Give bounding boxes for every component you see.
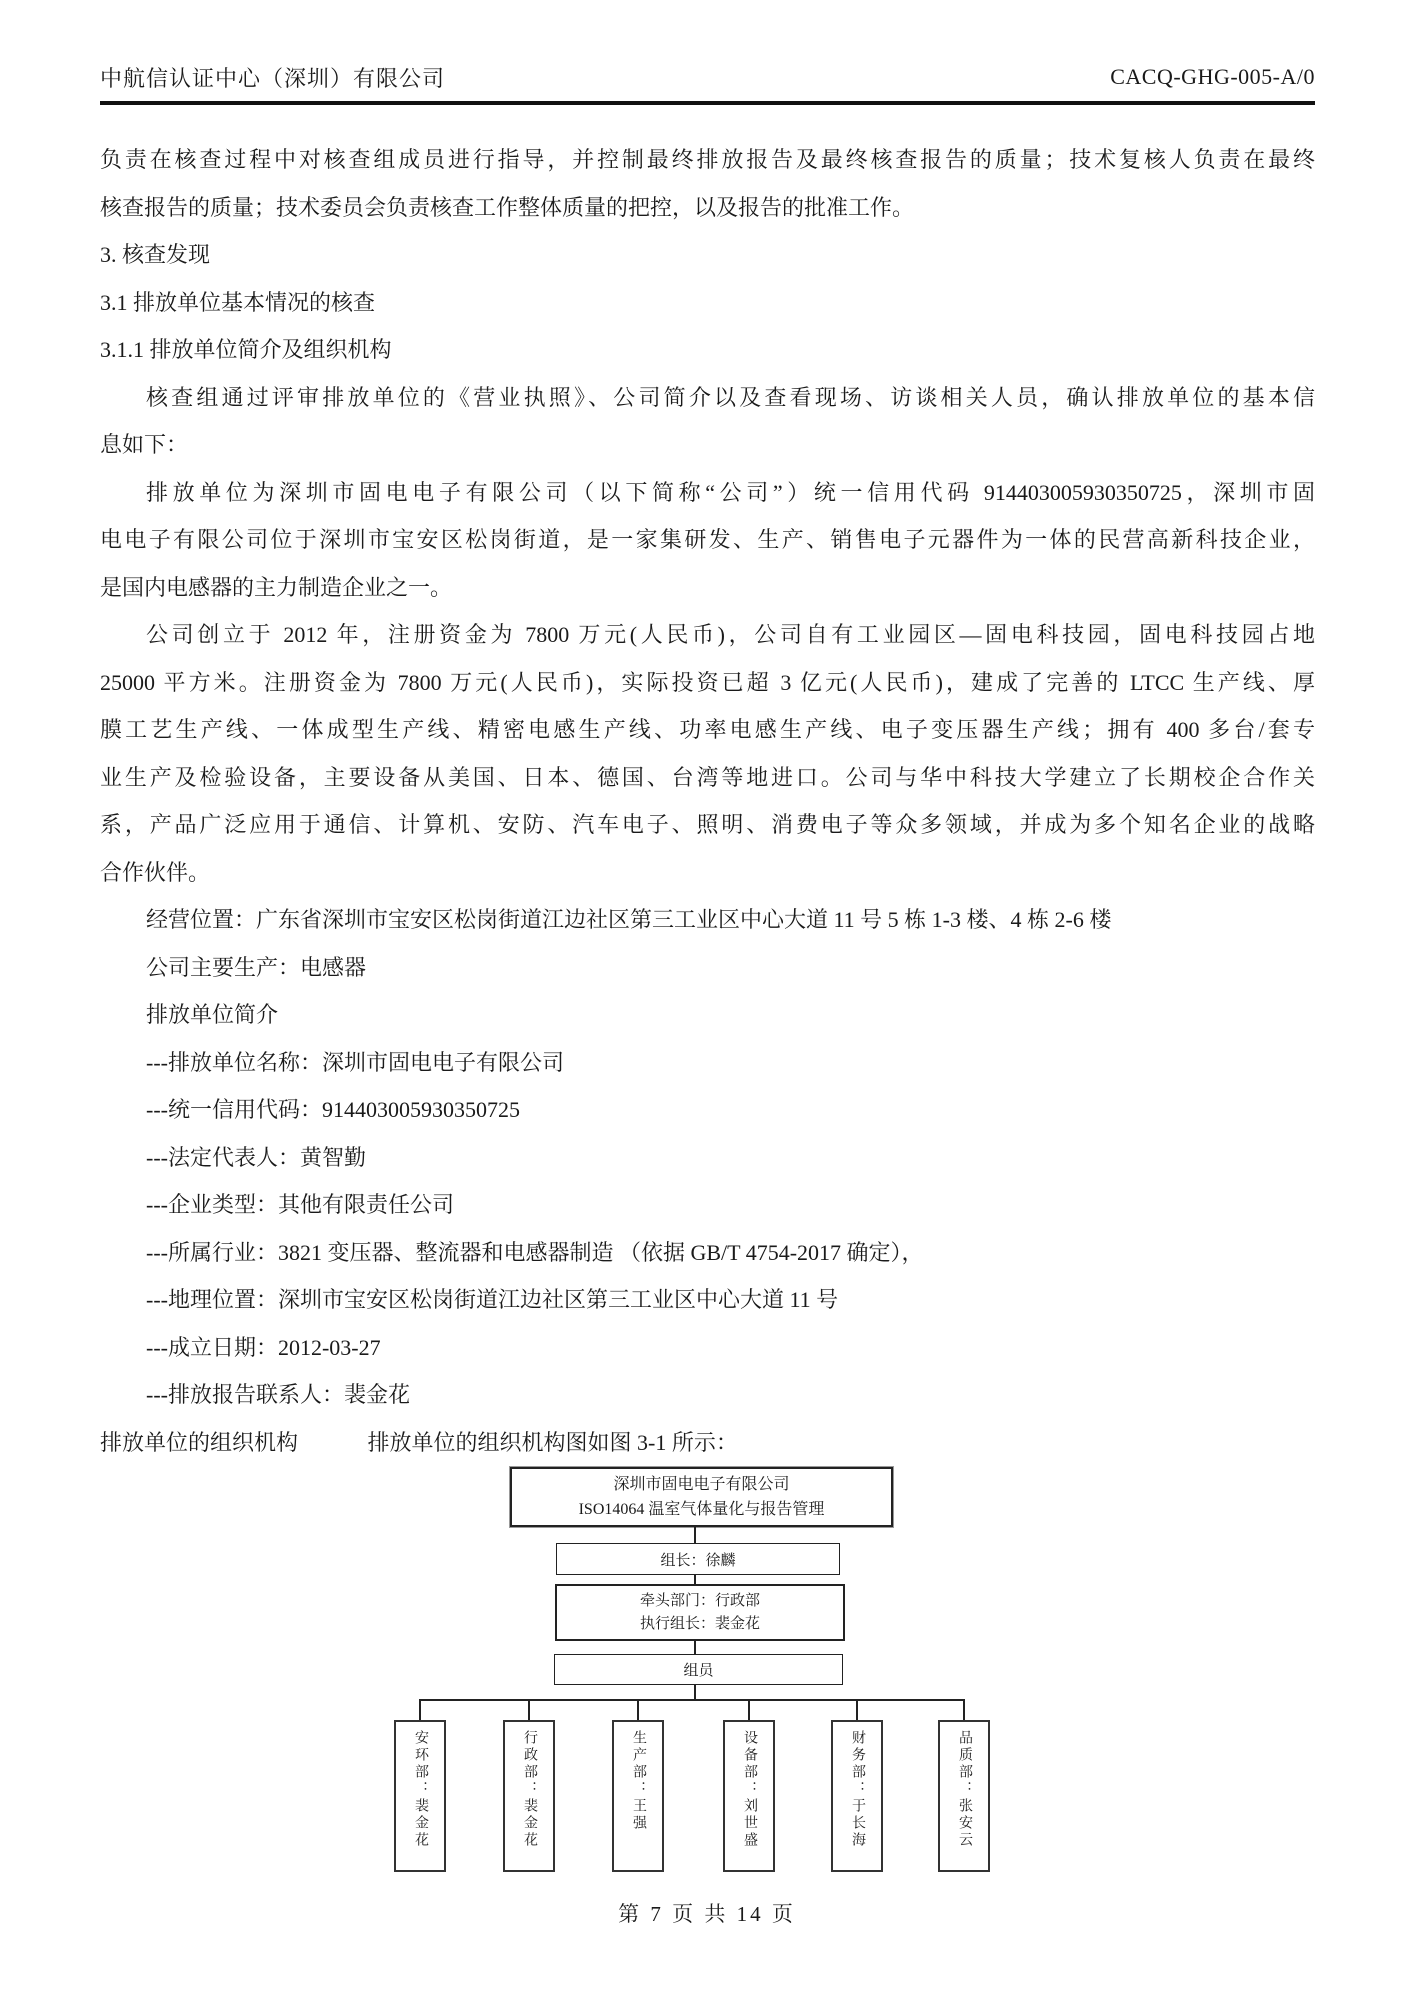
org-chart-dept-box: 行政部：裴金花 [503,1720,555,1872]
body-line: 系，产品广泛应用于通信、计算机、安防、汽车电子、照明、消费电子等众多领域，并成为多个知名企业的战略 [100,812,1315,837]
org-chart-dept-box: 财务部：于长海 [831,1720,883,1872]
body-line: ---排放单位名称：深圳市固电电子有限公司 [146,1049,564,1075]
body-line: 经营位置：广东省深圳市宝安区松岗街道江边社区第三工业区中心大道 11 号 5 栋 1-3 楼、4 栋 2-6 楼 [146,907,1112,932]
org-chart-leader-box [556,1543,840,1575]
org-chart-figure [0,1467,1414,1900]
connector-line [694,1685,696,1699]
body-line: 业生产及检验设备，主要设备从美国、日本、德国、台湾等地进口。公司与华中科技大学建立了长期校企合作关 [100,764,1315,790]
body-line: 合作伙伴。 [100,859,211,885]
org-chart-members-box [554,1654,843,1685]
body-line: 公司创立于 2012 年，注册资金为 7800 万元(人民币)，公司自有工业园区—固电科技园，固电科技园占地 [146,622,1315,647]
body-line: 25000 平方米。注册资金为 7800 万元(人民币)，实际投资已超 3 亿元(人民币)，建成了完善的 LTCC 生产线、厚 [100,669,1315,695]
connector-stub [419,1699,421,1720]
body-line: 排放单位简介 [146,1002,279,1027]
connector-line [694,1575,696,1584]
org-intro-line [100,1419,1315,1467]
body-line: ---地理位置：深圳市宝安区松岗街道江边社区第三工业区中心大道 11 号 [146,1287,839,1312]
org-chart-dept-box: 安环部：裴金花 [394,1720,446,1872]
org-intro-left: 排放单位的组织机构 [100,1429,299,1455]
connector-stub [528,1699,530,1720]
org-chart-company: 深圳市固电电子有限公司 [613,1476,790,1493]
body-line: 排放单位为深圳市固电电子有限公司（以下简称“公司”）统一信用代码 914403005930350725，深圳市固 [146,479,1315,505]
connector-stub [963,1699,965,1720]
connector-horizontal-line [419,1699,965,1701]
body-text [100,136,1315,1466]
org-chart-exec-leader: 执行组长：裴金花 [639,1615,760,1632]
body-line: 膜工艺生产线、一体成型生产线、精密电感生产线、功率电感生产线、电子变压器生产线；拥有 400 多台/套专 [100,717,1315,742]
header-doc-code: CACQ-GHG-005-A/0 [1110,64,1315,89]
body-line: 核查报告的质量；技术委员会负责核查工作整体质量的把控，以及报告的批准工作。 [100,194,915,220]
body-line: ---法定代表人：黄智勤 [146,1144,366,1170]
body-line: ---统一信用代码：914403005930350725 [146,1097,520,1122]
section-heading: 3.1 排放单位基本情况的核查 [100,289,376,315]
body-line: ---所属行业：3821 变压器、整流器和电感器制造 （依据 GB/T 4754-2017 确定）， [146,1239,924,1265]
body-line: ---排放报告联系人：裴金花 [146,1382,410,1407]
connector-stub [637,1699,639,1720]
body-line: ---企业类型：其他有限责任公司 [146,1192,454,1217]
body-line: 公司主要生产：电感器 [146,954,367,980]
connector-line [694,1527,696,1543]
org-chart-title-box [510,1467,893,1527]
body-line: 息如下： [100,432,189,457]
body-line: 负责在核查过程中对核查组成员进行指导，并控制最终排放报告及最终核查报告的质量；技术复核人负责在最终 [100,147,1315,172]
org-chart-dept-box: 设备部：刘世盛 [723,1720,775,1872]
page-header [100,62,1315,98]
org-chart-members-label: 组员 [683,1663,714,1679]
org-intro-right: 排放单位的组织机构图如图 3-1 所示： [367,1429,738,1455]
org-chart-lead-dept: 牵头部门：行政部 [639,1592,760,1609]
connector-stub [748,1699,750,1720]
body-line: 核查组通过评审排放单位的《营业执照》、公司简介以及查看现场、访谈相关人员，确认排放单位的基本信 [146,384,1315,410]
org-chart-lead-dept-box [555,1584,845,1641]
body-line: ---成立日期：2012-03-27 [146,1334,381,1360]
page-footer: 第 7 页 共 14 页 [618,1902,796,1926]
section-heading: 3. 核查发现 [100,242,211,267]
org-chart-dept-box: 品质部：张安云 [938,1720,990,1872]
section-heading: 3.1.1 排放单位简介及组织机构 [100,337,392,362]
header-company-name: 中航信认证中心（深圳）有限公司 [100,66,446,91]
org-chart-dept-box: 生产部：王强 [612,1720,664,1872]
connector-line [694,1641,696,1654]
connector-stub [856,1699,858,1720]
org-chart-standard: ISO14064 温室气体量化与报告管理 [578,1501,825,1518]
body-line: 电电子有限公司位于深圳市宝安区松岗街道，是一家集研发、生产、销售电子元器件为一体的民营高新科技企业， [100,527,1315,552]
header-rule [100,101,1315,105]
org-chart-leader: 组长：徐麟 [660,1552,736,1569]
body-line: 是国内电感器的主力制造企业之一。 [100,574,453,600]
